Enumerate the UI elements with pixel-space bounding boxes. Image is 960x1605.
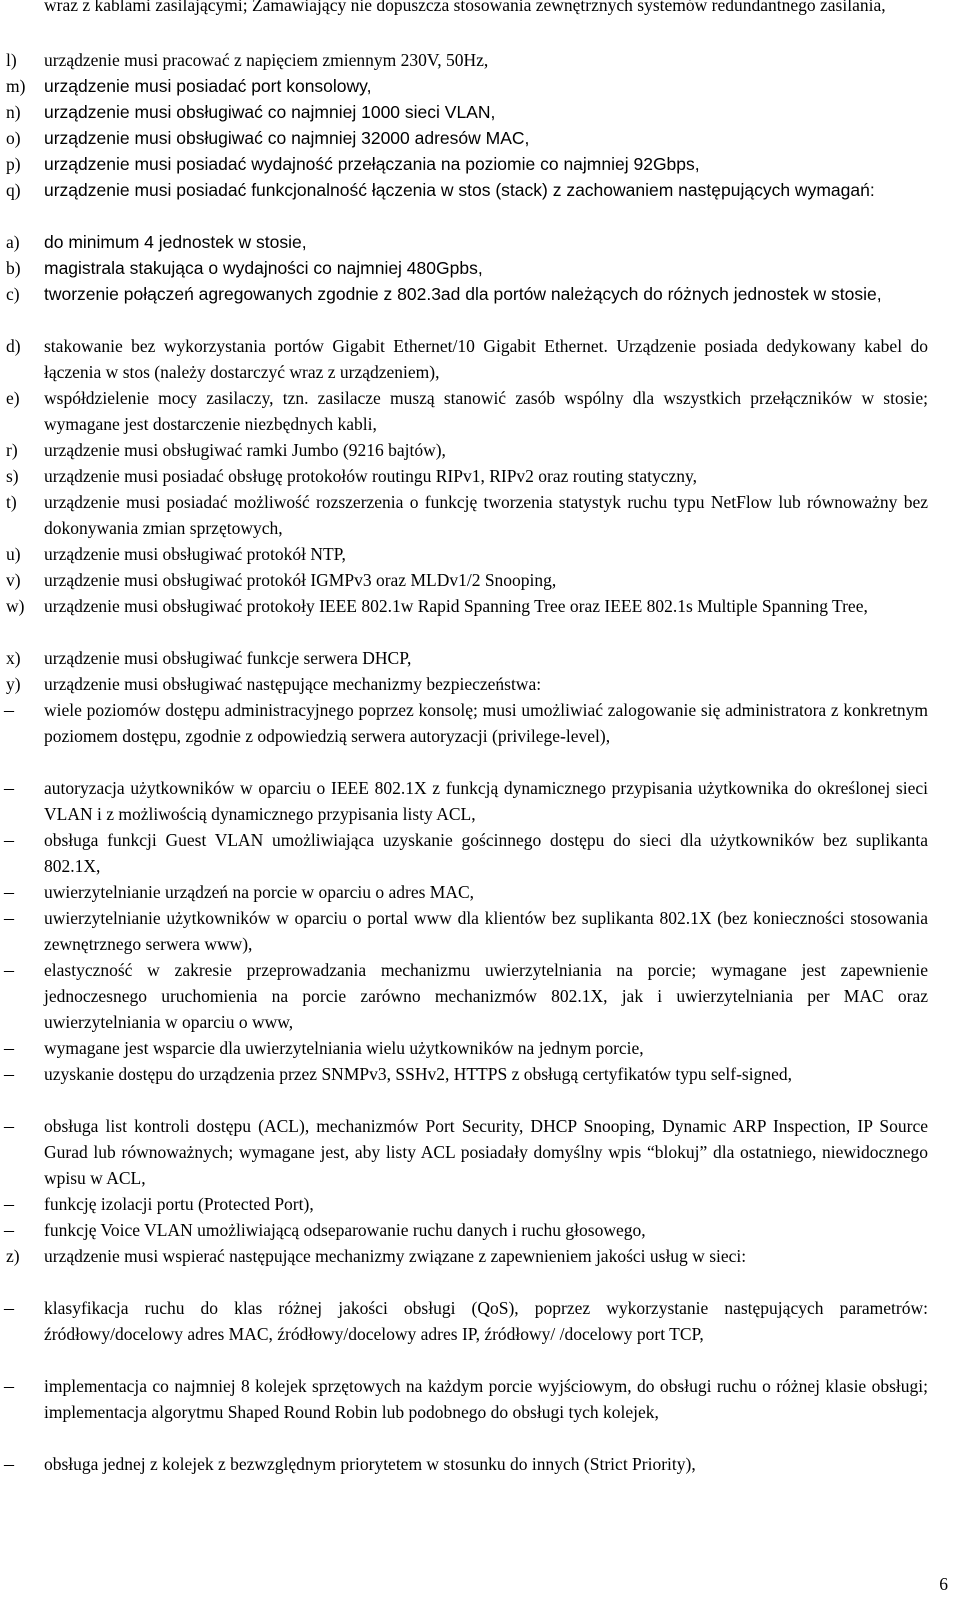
list-item [0, 229, 960, 255]
list-marker: – [4, 1037, 14, 1059]
list-item-text: obsługa funkcji Guest VLAN umożliwiająca uzyskanie gościnnego dostępu do sieci dla użytkowników bez suplikanta 802.1X, [44, 830, 928, 877]
list-item-text: tworzenie połączeń agregowanych zgodnie z 802.3ad dla portów należących do różnych jednostek w stosie, [44, 284, 882, 304]
list-item-text: urządzenie musi pracować z napięciem zmiennym 230V, 50Hz, [44, 50, 489, 70]
list-item [0, 281, 960, 307]
list-item [0, 671, 960, 697]
list-item-text: obsługa jednej z kolejek z bezwzględnym priorytetem w stosunku do innych (Strict Priority), [44, 1454, 696, 1474]
dash-list-item [0, 1217, 960, 1243]
list-item-text: urządzenie musi wspierać następujące mechanizmy związane z zapewnieniem jakości usług w sieci: [44, 1246, 747, 1266]
list-item-text: wiele poziomów dostępu administracyjnego poprzez konsolę; musi umożliwiać zalogowanie się administratora z konkretnym poziomem dostępu, zgodnie z odpowiedzią serwera autoryzacji (privilege-level), [44, 700, 928, 747]
list-item-text: wymagane jest wsparcie dla uwierzytelniania wielu użytkowników na jednym porcie, [44, 1038, 644, 1058]
list-item [0, 73, 960, 99]
list-item-text: obsługa list kontroli dostępu (ACL), mechanizmów Port Security, DHCP Snooping, Dynamic ARP Inspection, IP Source Gurad lub równoważnych; wymagane jest, aby listy ACL posiadały domyślny wpis “blokuj” dla ostatniego, niewidocznego wpisu w ACL, [44, 1116, 928, 1189]
list-item-text: urządzenie musi posiadać port konsolowy, [44, 76, 372, 96]
list-item-text: urządzenie musi obsługiwać ramki Jumbo (9216 bajtów), [44, 440, 446, 460]
list-item-text: urządzenie musi posiadać wydajność przełączania na poziomie co najmniej 92Gbps, [44, 154, 700, 174]
list-marker: – [4, 1063, 14, 1085]
list-item [0, 255, 960, 281]
list-item-text: elastyczność w zakresie przeprowadzania mechanizmu uwierzytelniania na porcie; wymagane jest zapewnienie jednoczesnego uruchomienia na porcie zarówno mechanizmów 802.1X, jak i uwierzytelniania per MAC oraz uwierzytelniania w oparciu o www, [44, 960, 928, 1033]
list-item-text: funkcję izolacji portu (Protected Port), [44, 1194, 314, 1214]
list-item-text: urządzenie musi posiadać obsługę protokołów routingu RIPv1, RIPv2 oraz routing statyczny, [44, 466, 698, 486]
list-item [0, 1243, 960, 1269]
list-item-text: urządzenie musi obsługiwać protokół IGMPv3 oraz MLDv1/2 Snooping, [44, 570, 557, 590]
list-marker: – [4, 907, 14, 929]
list-marker: – [4, 1453, 14, 1475]
list-item [0, 593, 960, 619]
dash-list-item [0, 1061, 960, 1087]
list-marker: a) [6, 232, 20, 252]
list-marker: – [4, 1375, 14, 1397]
list-item-text: wraz z kablami zasilającymi; Zamawiający nie dopuszcza stosowania zewnętrznych systemów redundantnego zasilania, [44, 0, 886, 15]
dash-list-item [0, 905, 960, 955]
list-item-text: urządzenie musi obsługiwać funkcje serwera DHCP, [44, 648, 412, 668]
list-item-text: autoryzacja użytkowników w oparciu o IEEE 802.1X z funkcją dynamicznego przypisania użytkownika do określonej sieci VLAN i z możliwością dynamicznego przypisania listy ACL, [44, 778, 928, 825]
list-marker: – [4, 881, 14, 903]
list-item [0, 125, 960, 151]
list-item-text: urządzenie musi obsługiwać następujące mechanizmy bezpieczeństwa: [44, 674, 542, 694]
list-item-text: do minimum 4 jednostek w stosie, [44, 232, 307, 252]
list-item-text: urządzenie musi posiadać możliwość rozszerzenia o funkcję tworzenia statystyk ruchu typu NetFlow lub równoważny bez dokonywania zmian sprzętowych, [44, 492, 928, 539]
page-number: 6 [939, 1574, 948, 1594]
list-marker: – [4, 1193, 14, 1215]
dash-list-item [0, 1373, 960, 1423]
dash-list-item [0, 1451, 960, 1477]
list-marker: u) [6, 544, 21, 564]
list-marker: s) [6, 466, 19, 486]
list-item [0, 489, 960, 539]
list-item [0, 333, 960, 383]
dash-list-item [0, 957, 960, 1033]
list-item [0, 99, 960, 125]
list-marker: e) [6, 388, 20, 408]
list-marker: r) [6, 440, 18, 460]
list-marker: b) [6, 258, 21, 278]
list-marker: w) [6, 596, 25, 616]
list-item [0, 151, 960, 177]
list-item-text: uzyskanie dostępu do urządzenia przez SNMPv3, SSHv2, HTTPS z obsługą certyfikatów typu self-signed, [44, 1064, 792, 1084]
list-item-text: stakowanie bez wykorzystania portów Gigabit Ethernet/10 Gigabit Ethernet. Urządzenie posiada dedykowany kabel do łączenia w stos (należy dostarczyć wraz z urządzeniem), [44, 336, 928, 383]
dash-list-item [0, 879, 960, 905]
list-marker: l) [6, 50, 17, 70]
list-marker: t) [6, 492, 17, 512]
list-item-text: urządzenie musi obsługiwać protokół NTP, [44, 544, 346, 564]
list-marker: c) [6, 284, 20, 304]
list-item-text: urządzenie musi obsługiwać co najmniej 32000 adresów MAC, [44, 128, 530, 148]
list-item-text: urządzenie musi obsługiwać co najmniej 1000 sieci VLAN, [44, 102, 496, 122]
list-item [0, 645, 960, 671]
list-item-text: uwierzytelnianie użytkowników w oparciu o portal www dla klientów bez suplikanta 802.1X (bez konieczności stosowania zewnętrznego serwera www), [44, 908, 928, 955]
dash-list-item [0, 1295, 960, 1345]
list-item-text: urządzenie musi posiadać funkcjonalność łączenia w stos (stack) z zachowaniem następujących wymagań: [44, 180, 875, 200]
list-item-text: współdzielenie mocy zasilaczy, tzn. zasilacze muszą stanowić zasób wspólny dla wszystkich przełączników w stosie; wymagane jest dostarczenie niezbędnych kabli, [44, 388, 928, 435]
list-marker: – [4, 1219, 14, 1241]
list-marker: d) [6, 336, 21, 356]
list-item-text: implementacja co najmniej 8 kolejek sprzętowych na każdym porcie wyjściowym, do obsługi ruchu o różnej klasie obsługi; implementacja algorytmu Shaped Round Robin lub podobnego do obsługi tych kolejek, [44, 1376, 928, 1423]
list-marker: – [4, 1115, 14, 1137]
list-item [0, 437, 960, 463]
list-marker: x) [6, 648, 21, 668]
list-item [0, 567, 960, 593]
list-item-text: uwierzytelnianie urządzeń na porcie w oparciu o adres MAC, [44, 882, 475, 902]
list-item-text: magistrala stakująca o wydajności co najmniej 480Gpbs, [44, 258, 483, 278]
dash-list-item [0, 697, 960, 747]
dash-list-item [0, 1113, 960, 1189]
list-item [0, 177, 960, 203]
list-marker: p) [6, 154, 21, 174]
list-marker: q) [6, 180, 21, 200]
list-marker: v) [6, 570, 21, 590]
list-marker: y) [6, 674, 21, 694]
list-item-text: urządzenie musi obsługiwać protokoły IEEE 802.1w Rapid Spanning Tree oraz IEEE 802.1s Multiple Spanning Tree, [44, 596, 868, 616]
list-item-text: klasyfikacja ruchu do klas różnej jakości obsługi (QoS), poprzez wykorzystanie następujących parametrów: źródłowy/docelowy adres MAC, źródłowy/docelowy adres IP, źródłowy/ /docelowy port TCP, [44, 1298, 928, 1345]
list-marker: z) [6, 1246, 20, 1266]
dash-list-item [0, 775, 960, 825]
list-marker: n) [6, 102, 21, 122]
list-marker: – [4, 829, 14, 851]
list-item [0, 541, 960, 567]
dash-list-item [0, 1035, 960, 1061]
list-marker: o) [6, 128, 21, 148]
list-marker: m) [6, 76, 26, 96]
list-marker: – [4, 699, 14, 721]
dash-list-item [0, 827, 960, 877]
list-item [0, 463, 960, 489]
list-marker: – [4, 959, 14, 981]
list-item [0, 47, 960, 73]
list-item-text: funkcję Voice VLAN umożliwiającą odseparowanie ruchu danych i ruchu głosowego, [44, 1220, 646, 1240]
list-item [0, 0, 960, 26]
dash-list-item [0, 1191, 960, 1217]
list-marker: – [4, 1297, 14, 1319]
list-marker: – [4, 777, 14, 799]
list-item [0, 385, 960, 435]
